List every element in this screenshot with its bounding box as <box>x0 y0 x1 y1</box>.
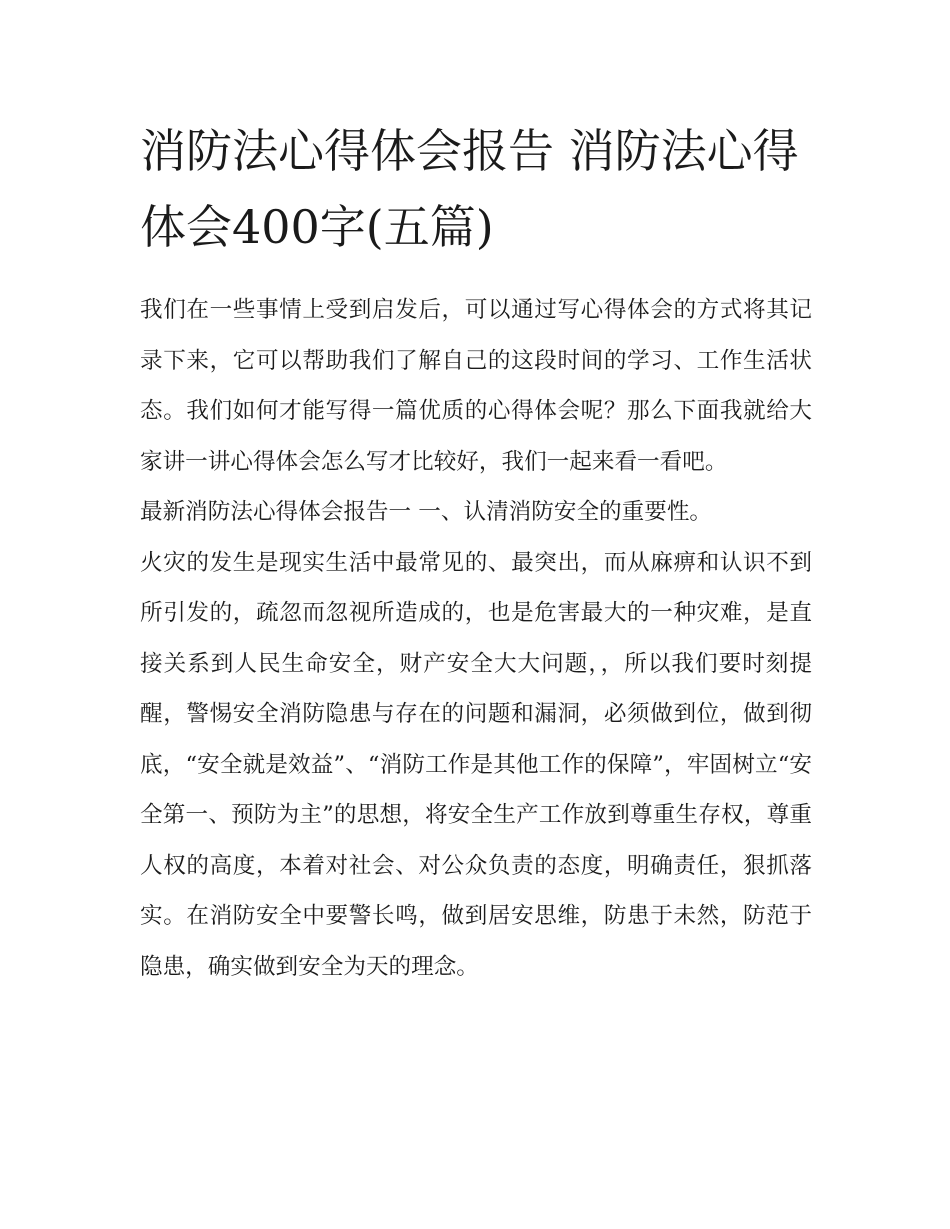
document-body <box>140 113 812 992</box>
document-title: 消防法心得体会报告 消防法心得体会400字(五篇) <box>140 124 799 254</box>
body-paragraph: 火灾的发生是现实生活中最常见的、最突出，而从麻痹和认识不到所引发的，疏忽而忽视所造成的，也是危害最大的一种灾难，是直接关系到人民生命安全，财产安全大大问题，，所以我们要时刻提醒，警惕安全消防隐患与存在的问题和漏洞，必须做到位，做到彻底，“安全就是效益”、“消防工作是其他工作的保障”，牢固树立“安全第一、预防为主”的思想，将安全生产工作放到尊重生存权，尊重人权的高度，本着对社会、对公众负责的态度，明确责任，狠抓落实。在消防安全中要警长鸣，做到居安思维，防患于未然，防范于隐患，确实做到安全为天的理念。 <box>140 549 812 980</box>
section-heading-paragraph: 最新消防法心得体会报告一 一、认清消防安全的重要性。 <box>140 499 713 525</box>
intro-paragraph: 我们在一些事情上受到启发后，可以通过写心得体会的方式将其记录下来，它可以帮助我们了解自己的这段时间的学习、工作生活状态。我们如何才能写得一篇优质的心得体会呢？那么下面我就给大家讲一讲心得体会怎么写才比较好，我们一起来看一看吧。 <box>140 297 812 475</box>
